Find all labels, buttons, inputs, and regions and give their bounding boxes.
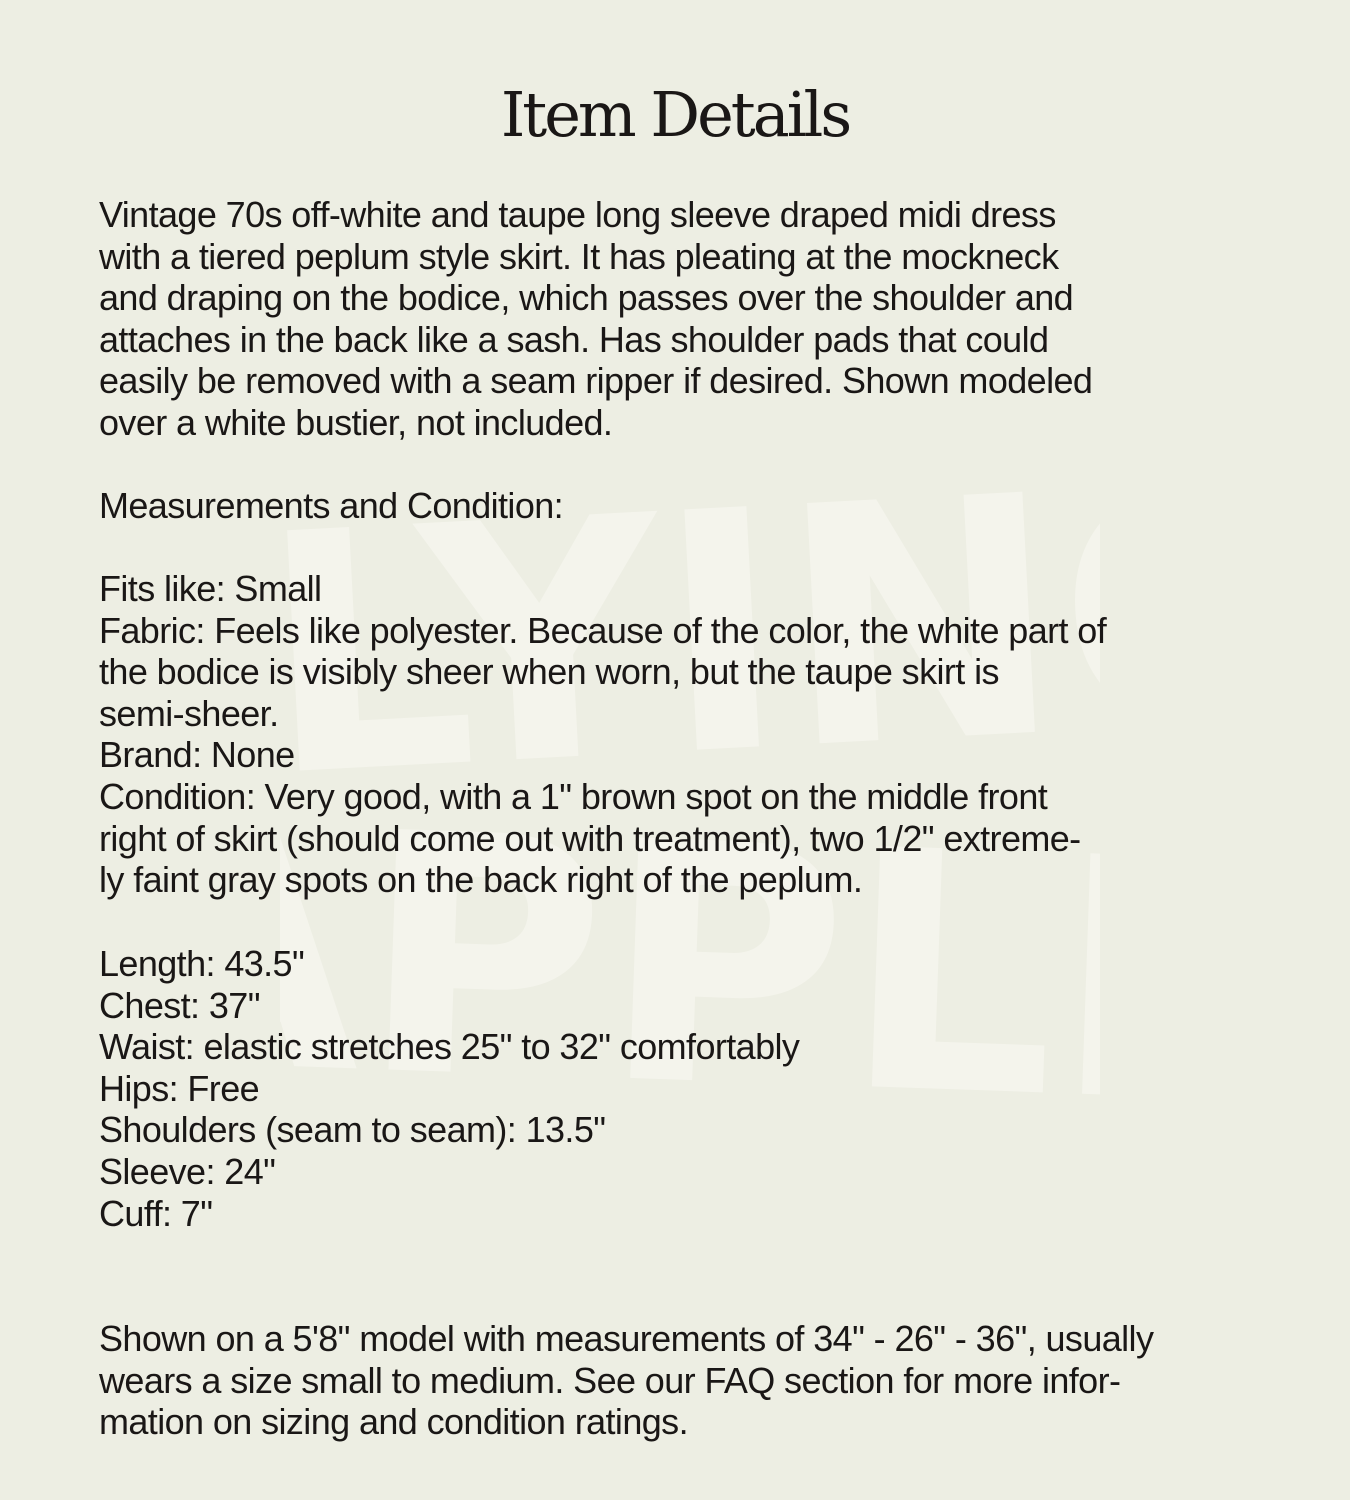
detail-line: semi-sheer. (99, 692, 279, 734)
watermark-line2: APPLE (280, 753, 1100, 1120)
measurements-heading: Measurements and Condition: (99, 485, 564, 526)
measurement-line: Chest: 37" (99, 984, 260, 1026)
description-line: with a tiered peplum style skirt. It has pleating at the mockneck (99, 235, 1059, 277)
detail-line: Condition: Very good, with a 1" brown spot on the middle front (99, 775, 1048, 817)
watermark-line1: FLYING (280, 420, 1100, 862)
measurement-line: Waist: elastic stretches 25" to 32" comfortably (99, 1026, 800, 1068)
footer-line: wears a size small to medium. See our FAQ section for more infor- (99, 1359, 1121, 1401)
footer-line: Shown on a 5'8" model with measurements of 34" - 26" - 36", usually (99, 1318, 1154, 1359)
detail-line: Brand: None (99, 734, 295, 776)
detail-line: right of skirt (should come out with treatment), two 1/2" extreme- (99, 817, 1081, 859)
measurement-line: Shoulders (seam to seam): 13.5" (99, 1109, 606, 1151)
page-title: Item Details (500, 78, 850, 151)
description-line: attaches in the back like a sash. Has shoulder pads that could (99, 318, 1049, 360)
footer-line: mation on sizing and condition ratings. (99, 1401, 688, 1443)
item-description (99, 194, 1259, 444)
detail-line: ly faint gray spots on the back right of the peplum. (99, 859, 863, 901)
measurement-line: Cuff: 7" (99, 1192, 213, 1234)
measurements-list (99, 943, 1259, 1234)
measurement-line: Sleeve: 24" (99, 1150, 276, 1192)
detail-line: the bodice is visibly sheer when worn, but the taupe skirt is (99, 651, 999, 693)
measurement-line: Length: 43.5" (99, 943, 305, 984)
measurement-line: Hips: Free (99, 1067, 260, 1109)
description-line: over a white bustier, not included. (99, 401, 613, 443)
item-condition-details (99, 568, 1259, 901)
description-line: easily be removed with a seam ripper if desired. Shown modeled (99, 360, 1093, 402)
description-line: Vintage 70s off-white and taupe long sleeve draped midi dress (99, 194, 1056, 235)
model-sizing-note (99, 1318, 1259, 1443)
detail-line: Fits like: Small (99, 568, 322, 609)
detail-line: Fabric: Feels like polyester. Because of the color, the white part of (99, 609, 1107, 651)
description-line: and draping on the bodice, which passes over the shoulder and (99, 277, 1074, 319)
